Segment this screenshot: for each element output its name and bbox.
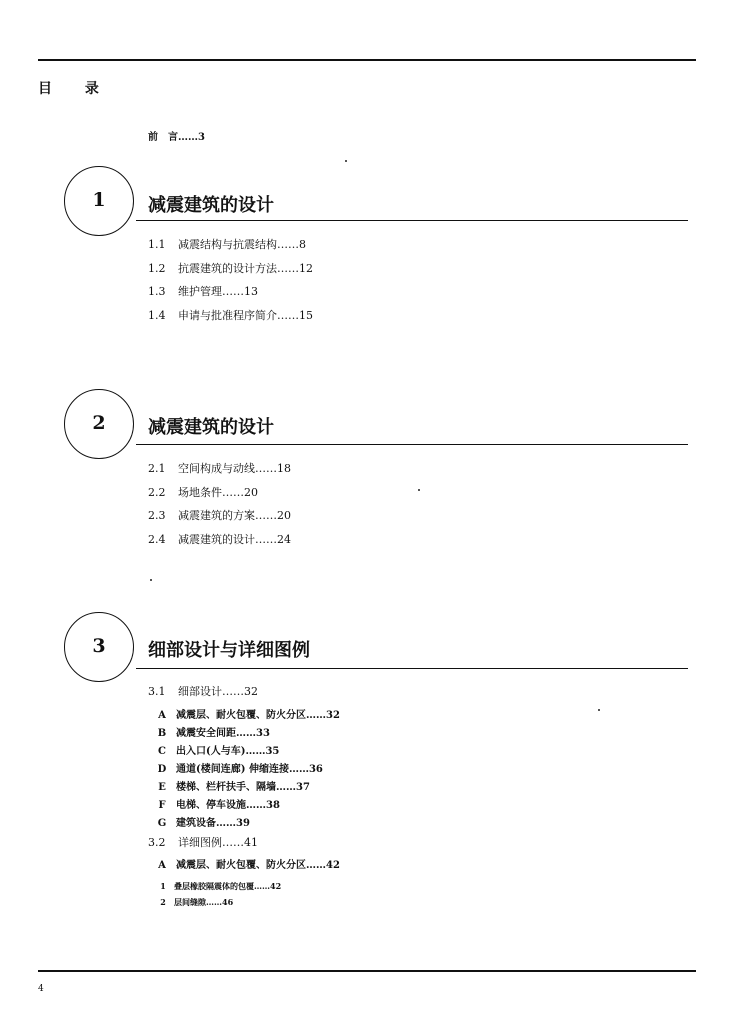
- toc-entry[interactable]: [148, 462, 291, 476]
- toc-item[interactable]: [156, 879, 281, 893]
- subsection-letter: G: [157, 818, 167, 829]
- subsection-text: 建筑设备……39: [176, 818, 250, 829]
- subsection-letter: B: [157, 728, 167, 739]
- toc-entry[interactable]: [148, 309, 313, 323]
- section-number: 1.1: [148, 238, 166, 251]
- item-number: 2: [160, 897, 166, 907]
- subsection-text: 减震安全间距……33: [176, 728, 270, 739]
- section-text: 场地条件……20: [178, 486, 258, 499]
- section-number: 3.2: [148, 836, 166, 849]
- scan-speck: [598, 709, 600, 711]
- section-number: 2.1: [148, 462, 166, 475]
- section-text: 细部设计……32: [178, 685, 258, 698]
- toc-subentry[interactable]: [152, 799, 280, 813]
- subsection-letter: A: [158, 860, 166, 871]
- subsection-text: 出入口(人与车)……35: [176, 746, 280, 757]
- chapter-3-rule: [136, 668, 688, 669]
- item-number: 1: [160, 881, 166, 891]
- page-number: 4: [38, 984, 44, 994]
- section-text: 抗震建筑的设计方法……12: [178, 262, 313, 275]
- scan-speck: [150, 579, 152, 581]
- toc-entry[interactable]: [148, 238, 306, 252]
- subsection-text: 通道(楼间连廊) 伸缩连接……36: [176, 764, 323, 775]
- toc-entry[interactable]: [148, 285, 258, 299]
- section-number: 2.2: [148, 486, 166, 499]
- preface-entry[interactable]: 前 言……3: [148, 132, 205, 143]
- item-text: 层间缝隙……46: [174, 897, 234, 907]
- toc-entry[interactable]: [148, 685, 258, 699]
- subsection-text: 减震层、耐火包覆、防火分区……32: [176, 710, 340, 721]
- toc-entry[interactable]: [148, 509, 291, 523]
- toc-subentry[interactable]: [152, 817, 250, 831]
- section-text: 减震结构与抗震结构……8: [178, 238, 306, 251]
- toc-entry[interactable]: [148, 836, 258, 850]
- chapter-1-rule: [136, 220, 688, 221]
- subsection-letter: C: [158, 746, 166, 757]
- toc-subentry[interactable]: [152, 859, 340, 873]
- chapter-2-number: 2: [92, 412, 106, 434]
- toc-subentry[interactable]: [152, 763, 323, 777]
- toc-item[interactable]: [156, 895, 233, 909]
- toc-title: 目 录: [38, 81, 113, 97]
- chapter-1-number: 1: [92, 189, 106, 211]
- chapter-3-number: 3: [92, 635, 106, 657]
- section-text: 减震建筑的方案……20: [178, 509, 291, 522]
- subsection-letter: D: [157, 764, 167, 775]
- section-text: 详细图例……41: [178, 836, 258, 849]
- toc-entry[interactable]: [148, 262, 313, 276]
- item-text: 叠层橡胶隔震体的包覆……42: [174, 881, 282, 891]
- subsection-letter: E: [158, 782, 166, 793]
- bottom-rule: [38, 970, 696, 972]
- subsection-text: 减震层、耐火包覆、防火分区……42: [176, 860, 340, 871]
- chapter-1-title[interactable]: 减震建筑的设计: [148, 195, 274, 216]
- toc-subentry[interactable]: [152, 709, 340, 723]
- section-number: 1.2: [148, 262, 166, 275]
- section-number: 3.1: [148, 685, 166, 698]
- toc-subentry[interactable]: [152, 727, 270, 741]
- subsection-text: 楼梯、栏杆扶手、隔墙……37: [176, 782, 310, 793]
- chapter-2-rule: [136, 444, 688, 445]
- chapter-3-title[interactable]: 细部设计与详细图例: [148, 640, 310, 661]
- toc-entry[interactable]: [148, 533, 291, 547]
- subsection-letter: F: [158, 800, 166, 811]
- section-number: 2.4: [148, 533, 166, 546]
- section-text: 申请与批准程序简介……15: [178, 309, 313, 322]
- subsection-text: 电梯、停车设施……38: [176, 800, 280, 811]
- toc-entry[interactable]: [148, 486, 258, 500]
- subsection-letter: A: [158, 710, 166, 721]
- section-number: 1.4: [148, 309, 166, 322]
- section-text: 维护管理……13: [178, 285, 258, 298]
- section-number: 2.3: [148, 509, 166, 522]
- scan-speck: [418, 489, 420, 491]
- section-text: 空间构成与动线……18: [178, 462, 291, 475]
- section-text: 减震建筑的设计……24: [178, 533, 291, 546]
- toc-subentry[interactable]: [152, 781, 310, 795]
- toc-subentry[interactable]: [152, 745, 279, 759]
- scan-speck: [345, 160, 347, 162]
- chapter-2-title[interactable]: 减震建筑的设计: [148, 417, 274, 438]
- top-rule: [38, 59, 696, 61]
- section-number: 1.3: [148, 285, 166, 298]
